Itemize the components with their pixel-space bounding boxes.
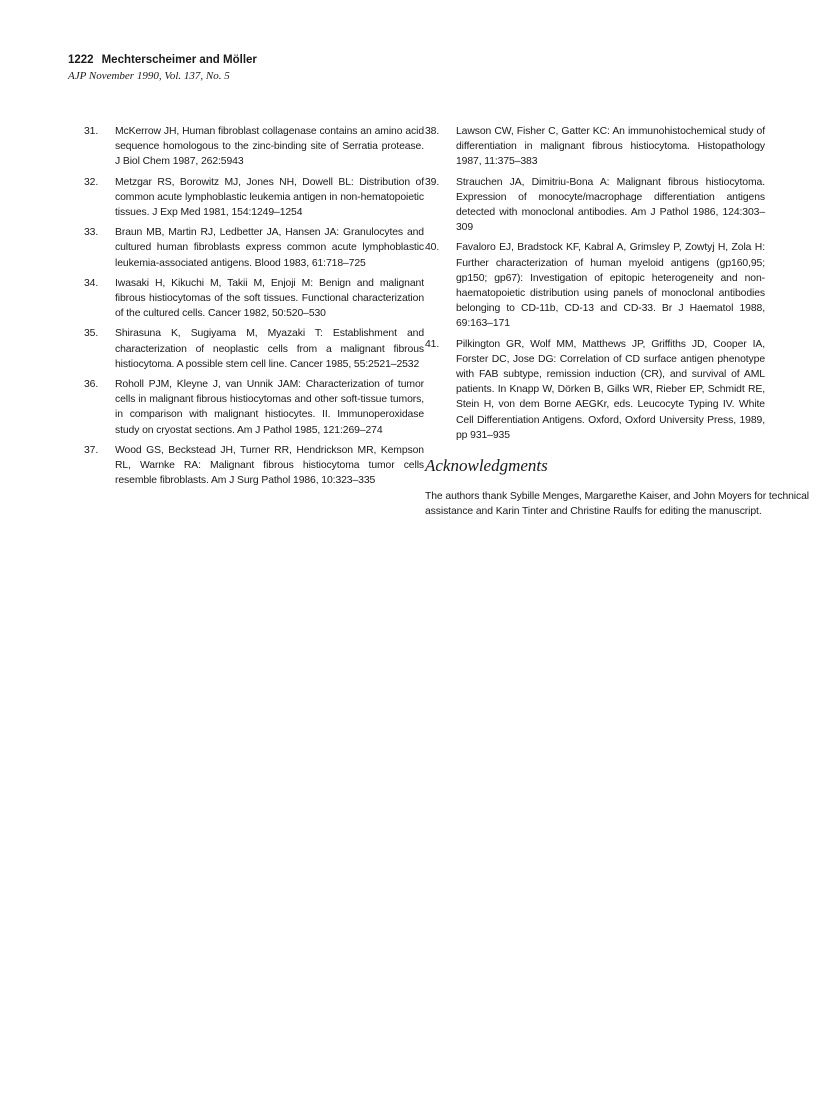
- reference-text: Strauchen JA, Dimitriu-Bona A: Malignant fibrous histiocytoma. Expression of monocyte/macrophage differentiation antigens detected with monoclonal antibodies. Am J Pathol 1986, 124:303–309: [456, 176, 765, 234]
- reference-item: [84, 124, 424, 170]
- reference-text: Wood GS, Beckstead JH, Turner RR, Hendrickson MR, Kempson RL, Warnke RA: Malignant fibrous histiocytoma tumor cells resemble fibroblasts. Am J Surg Pathol 1986, 10:323–335: [115, 444, 424, 487]
- reference-text: Favaloro EJ, Bradstock KF, Kabral A, Grimsley P, Zowtyj H, Zola H: Further characterization of human myeloid antigens (gp160,95; gp150; gp67): Investigation of epitopic heterogeneity and non-haematopoietic distribution using panels of monoclonal antibodies belonging to CD-11b, CD-13 and CD-33. Br J Haematol 1988, 69:163–171: [456, 242, 765, 330]
- page-number: 1222: [68, 54, 94, 66]
- reference-item: [425, 124, 765, 170]
- reference-number: 40.: [425, 242, 440, 254]
- reference-text: Pilkington GR, Wolf MM, Matthews JP, Griffiths JD, Cooper IA, Forster DC, Jose DG: Correlation of CD surface antigen phenotype with FAB subtype, remission induction (CR), and survival of AML patients. In Knapp W, Dörken B, Gilks WR, Rieber EP, Schmidt RE, Stein H, von dem Borne AEGKr, eds. Leucocyte Typing IV. White Cell Differentiation Antigens. Oxford, Oxford University Press, 1989, pp 931–935: [456, 338, 765, 441]
- acknowledgments-heading: Acknowledgments: [425, 456, 548, 475]
- reference-text: Braun MB, Martin RJ, Ledbetter JA, Hansen JA: Granulocytes and cultured human fibroblasts express common acute lymphoblastic leukemia-associated antigens. Blood 1983, 61:718–725: [115, 227, 424, 269]
- references-column-left: [84, 124, 424, 493]
- reference-number: 35.: [84, 328, 99, 340]
- reference-text: Shirasuna K, Sugiyama M, Myazaki T: Establishment and characterization of neoplastic cells from a malignant fibrous histiocytoma. A possible stem cell line. Cancer 1985, 55:2521–2532: [115, 328, 424, 370]
- reference-number: 32.: [84, 176, 99, 188]
- reference-text: Roholl PJM, Kleyne J, van Unnik JAM: Characterization of tumor cells in malignant fibrous histiocytomas and other soft-tissue tumors, in comparison with malignant histiocytes. II. Immunoperoxidase study on cryostat sections. Am J Pathol 1985, 121:269–274: [115, 379, 424, 436]
- reference-text: Iwasaki H, Kikuchi M, Takii M, Enjoji M: Benign and malignant fibrous histiocytomas of the soft tissues. Functional characterization of the cultured cells. Cancer 1982, 50:520–530: [115, 277, 424, 320]
- reference-text: Metzgar RS, Borowitz MJ, Jones NH, Dowell BL: Distribution of common acute lymphoblastic leukemia antigen in non-hematopoietic tissues. J Exp Med 1981, 154:1249–1254: [115, 176, 424, 219]
- reference-item: [84, 225, 424, 271]
- reference-item: [425, 337, 765, 443]
- reference-number: 38.: [425, 126, 440, 137]
- reference-number: 39.: [425, 176, 440, 188]
- reference-number: 36.: [84, 379, 99, 391]
- header-title-line: [68, 53, 408, 67]
- journal-citation: AJP November 1990, Vol. 137, No. 5: [68, 70, 230, 82]
- reference-number: 33.: [84, 227, 99, 239]
- reference-number: 34.: [84, 277, 99, 289]
- reference-item: [84, 443, 424, 489]
- reference-item: [84, 175, 424, 221]
- acknowledgments-body: The authors thank Sybille Menges, Margarethe Kaiser, and John Moyers for technical assistance and Karin Tinter and Christine Raulfs for editing the manuscript.: [425, 491, 809, 518]
- reference-item: [425, 175, 765, 236]
- reference-text: Lawson CW, Fisher C, Gatter KC: An immunohistochemical study of differentiation in malignant fibrous histiocytoma. Histopathology 1987, 11:375–383: [456, 126, 765, 168]
- reference-number: 41.: [425, 338, 440, 350]
- running-header: [68, 53, 408, 83]
- reference-item: [425, 240, 765, 331]
- reference-item: [84, 326, 424, 372]
- reference-item: [84, 377, 424, 438]
- header-authors: Mechterscheimer and Möller: [101, 54, 257, 66]
- reference-item: [84, 276, 424, 322]
- references-column-right: [425, 124, 765, 448]
- reference-number: 31.: [84, 126, 99, 137]
- reference-number: 37.: [84, 444, 99, 456]
- reference-text: McKerrow JH, Human fibroblast collagenase contains an amino acid sequence homologous to the zinc-binding site of Serratia protease. J Biol Chem 1987, 262:5943: [115, 126, 424, 168]
